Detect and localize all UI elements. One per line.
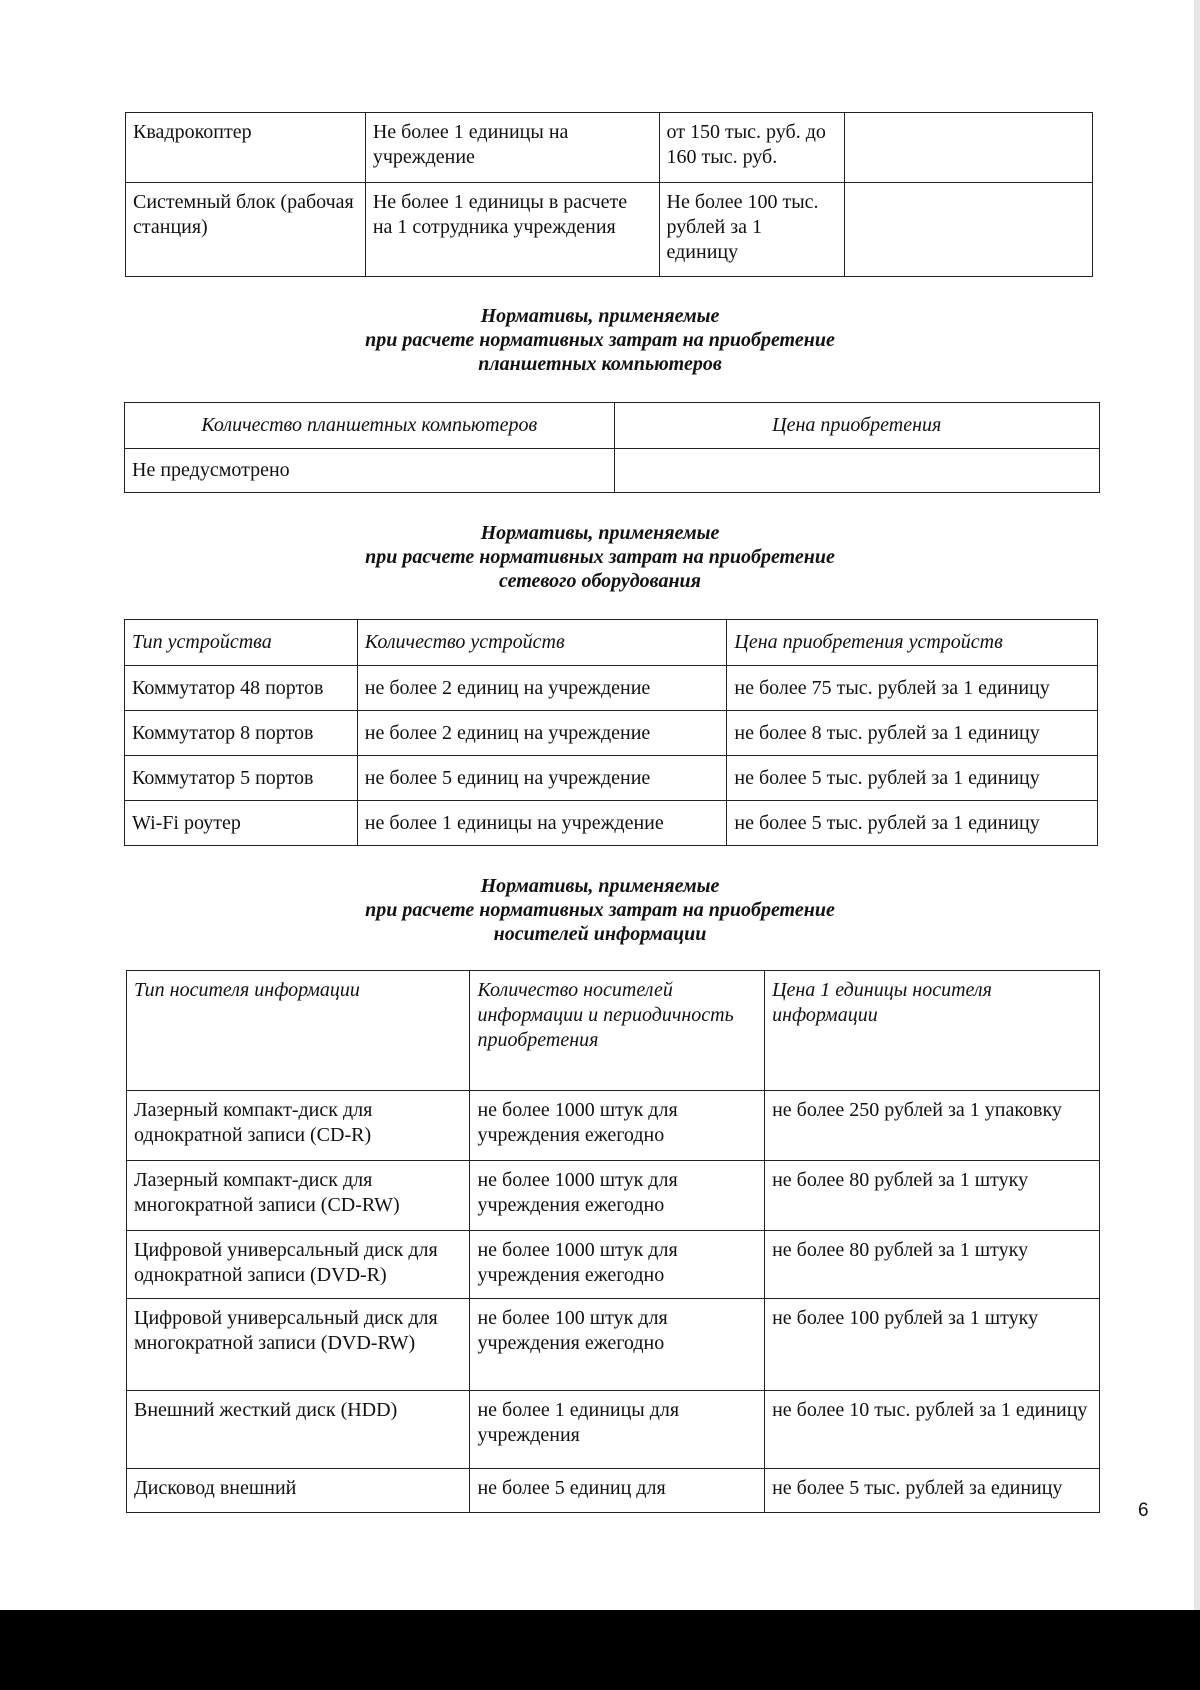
page-number: 6 <box>1138 1500 1149 1521</box>
column-header: Тип носителя информации <box>127 971 470 1091</box>
table-row <box>127 1231 1100 1299</box>
network-equipment-table <box>124 619 1098 846</box>
table-header-row <box>125 620 1098 666</box>
table-cell: Не более 1 единицы на учреждение <box>365 113 659 183</box>
table-cell: Wi-Fi роутер <box>125 801 358 846</box>
table-row <box>127 1161 1100 1231</box>
column-header: Цена приобретения <box>614 403 1100 449</box>
section-heading-media <box>0 874 1200 946</box>
table-header-row <box>127 971 1100 1091</box>
table-cell: Лазерный компакт-диск для однократной записи (CD-R) <box>127 1091 470 1161</box>
heading-line: при расчете нормативных затрат на приобретение <box>365 329 835 351</box>
table-row <box>127 1091 1100 1161</box>
heading-line: сетевого оборудования <box>499 570 701 592</box>
table-cell: Лазерный компакт-диск для многократной записи (CD-RW) <box>127 1161 470 1231</box>
table-cell: не более 5 единиц для <box>470 1469 765 1513</box>
heading-line: планшетных компьютеров <box>478 353 722 375</box>
heading-line: при расчете нормативных затрат на приобретение <box>365 546 835 568</box>
table-cell: Коммутатор 48 портов <box>125 666 358 711</box>
heading-line: носителей информации <box>493 923 707 945</box>
table-cell: не более 100 рублей за 1 штуку <box>765 1299 1100 1391</box>
table-cell: Коммутатор 8 портов <box>125 711 358 756</box>
table-row <box>127 1391 1100 1469</box>
table-cell: не более 250 рублей за 1 упаковку <box>765 1091 1100 1161</box>
table-cell: Цифровой универсальный диск для многократной записи (DVD-RW) <box>127 1299 470 1391</box>
column-header: Тип устройства <box>125 620 358 666</box>
table-cell: не более 75 тыс. рублей за 1 единицу <box>727 666 1098 711</box>
table-row <box>126 183 1093 277</box>
table-cell: Системный блок (рабочая станция) <box>126 183 366 277</box>
table-cell: Квадрокоптер <box>126 113 366 183</box>
table-row <box>125 756 1098 801</box>
information-media-table <box>126 970 1100 1513</box>
section-heading-network <box>0 521 1200 593</box>
column-header: Цена приобретения устройств <box>727 620 1098 666</box>
table-cell: не более 1 единицы для учреждения <box>470 1391 765 1469</box>
column-header: Количество устройств <box>357 620 727 666</box>
table-row <box>127 1299 1100 1391</box>
table-cell: Не предусмотрено <box>125 449 615 493</box>
heading-line: при расчете нормативных затрат на приобретение <box>365 899 835 921</box>
heading-line: Нормативы, применяемые <box>480 875 720 897</box>
table-cell: не более 2 единиц на учреждение <box>357 711 727 756</box>
table-cell: не более 8 тыс. рублей за 1 единицу <box>727 711 1098 756</box>
table-row <box>126 113 1093 183</box>
heading-line: Нормативы, применяемые <box>480 305 720 327</box>
table-cell: не более 2 единиц на учреждение <box>357 666 727 711</box>
table-row <box>125 666 1098 711</box>
table-cell: не более 10 тыс. рублей за 1 единицу <box>765 1391 1100 1469</box>
table-cell: не более 5 тыс. рублей за единицу <box>765 1469 1100 1513</box>
column-header: Количество планшетных компьютеров <box>125 403 615 449</box>
table-cell: не более 1 единицы на учреждение <box>357 801 727 846</box>
section-heading-tablets <box>0 304 1200 376</box>
table-cell: не более 80 рублей за 1 штуку <box>765 1161 1100 1231</box>
table-row <box>125 449 1100 493</box>
table-cell: Дисковод внешний <box>127 1469 470 1513</box>
table-cell: Цифровой универсальный диск для однократной записи (DVD-R) <box>127 1231 470 1299</box>
table-header-row <box>125 403 1100 449</box>
column-header: Цена 1 единицы носителя информации <box>765 971 1100 1091</box>
table-cell: не более 1000 штук для учреждения ежегодно <box>470 1091 765 1161</box>
table-cell: Не более 100 тыс. рублей за 1 единицу <box>659 183 845 277</box>
column-header: Количество носителей информации и периодичность приобретения <box>470 971 765 1091</box>
table-cell: от 150 тыс. руб. до 160 тыс. руб. <box>659 113 845 183</box>
table-cell: не более 1000 штук для учреждения ежегодно <box>470 1231 765 1299</box>
table-cell: не более 80 рублей за 1 штуку <box>765 1231 1100 1299</box>
tablets-table <box>124 402 1100 493</box>
table-cell: не более 5 тыс. рублей за 1 единицу <box>727 801 1098 846</box>
heading-line: Нормативы, применяемые <box>480 522 720 544</box>
table-cell: не более 5 единиц на учреждение <box>357 756 727 801</box>
table-cell: Не более 1 единицы в расчете на 1 сотрудника учреждения <box>365 183 659 277</box>
table-row <box>125 711 1098 756</box>
equipment-table <box>125 112 1093 277</box>
table-row <box>127 1469 1100 1513</box>
table-cell: не более 5 тыс. рублей за 1 единицу <box>727 756 1098 801</box>
table-cell <box>845 183 1093 277</box>
scan-right-edge <box>1194 0 1200 1610</box>
table-cell <box>845 113 1093 183</box>
table-cell: Внешний жесткий диск (HDD) <box>127 1391 470 1469</box>
table-row <box>125 801 1098 846</box>
table-cell <box>614 449 1100 493</box>
table-cell: Коммутатор 5 портов <box>125 756 358 801</box>
scan-bottom-bar <box>0 1610 1200 1690</box>
table-cell: не более 1000 штук для учреждения ежегодно <box>470 1161 765 1231</box>
table-cell: не более 100 штук для учреждения ежегодно <box>470 1299 765 1391</box>
